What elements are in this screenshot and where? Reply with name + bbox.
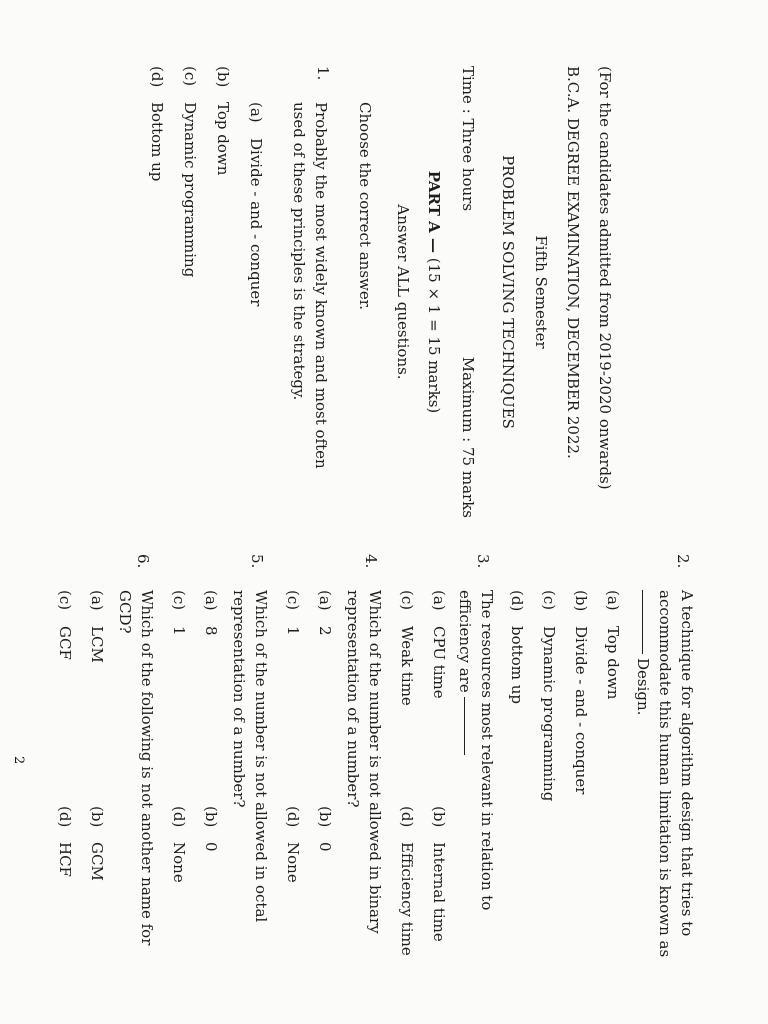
- max-marks: Maximum : 75 marks: [459, 356, 477, 518]
- option-c: [181, 66, 199, 277]
- option-a: [430, 590, 448, 699]
- option-text: Dynamic programming: [540, 626, 558, 802]
- option-text: None: [284, 842, 302, 883]
- question-text: [342, 590, 386, 974]
- option-text: 8: [202, 626, 220, 636]
- option-b: [214, 66, 232, 175]
- option-c: [284, 590, 302, 636]
- option-label: (b): [316, 806, 334, 828]
- option-d: [170, 806, 188, 883]
- option-text: CPU time: [430, 626, 448, 699]
- option-b: [572, 590, 590, 794]
- option-c: [398, 590, 416, 706]
- question-text-line: A technique for algorithm design that tries to: [678, 590, 696, 937]
- question-text: [288, 102, 332, 469]
- option-text: Bottom up: [148, 102, 166, 182]
- question-text-line: Probably the most widely known and most often: [312, 102, 330, 469]
- option-text: 1: [284, 626, 302, 636]
- subject-title: PROBLEM SOLVING TECHNIQUES: [499, 155, 517, 429]
- answer-all: Answer ALL questions.: [394, 204, 412, 380]
- option-label: (d): [56, 806, 74, 828]
- option-d: [508, 590, 526, 704]
- exam-title: B.C.A. DEGREE EXAMINATION, DECEMBER 2022.: [564, 66, 582, 459]
- option-d: [284, 806, 302, 883]
- option-label: (a): [430, 590, 448, 611]
- question-number: 5.: [248, 554, 266, 569]
- option-b: [88, 806, 106, 881]
- option-text: HCF: [56, 842, 74, 877]
- question-number: 4.: [362, 554, 380, 569]
- option-label: (a): [202, 590, 220, 611]
- option-text: 2: [316, 626, 334, 636]
- question-text-line: representation of a number?: [230, 590, 248, 808]
- option-label: (c): [540, 590, 558, 611]
- option-b: [316, 806, 334, 852]
- option-label: (a): [88, 590, 106, 611]
- option-text: LCM: [88, 626, 106, 663]
- option-c: [56, 590, 74, 660]
- option-c: [540, 590, 558, 801]
- option-label: (d): [284, 806, 302, 828]
- option-c: [170, 590, 188, 636]
- option-label: (d): [398, 806, 416, 828]
- option-text: bottom up: [508, 626, 526, 704]
- question-text-line-with-blank: [632, 590, 654, 974]
- question-text-line: Which of the number is not allowed in binary: [366, 590, 384, 934]
- question-text-line: efficiency are: [456, 590, 474, 693]
- part-marks: (15 × 1 = 15 marks): [425, 257, 443, 414]
- option-text: 0: [316, 842, 334, 852]
- option-label: (a): [604, 590, 622, 611]
- question-number: 3.: [474, 554, 492, 569]
- option-text: GCM: [88, 842, 106, 881]
- question-text-line: Design.: [634, 658, 652, 716]
- option-a: [247, 102, 265, 306]
- option-label: (a): [247, 102, 265, 123]
- option-d: [56, 806, 74, 877]
- option-text: 0: [202, 842, 220, 852]
- option-a: [202, 590, 220, 636]
- question-number: 6.: [134, 554, 152, 569]
- time-allowed: Time : Three hours: [459, 66, 477, 212]
- question-text-line: used of these principles is the strategy.: [290, 102, 308, 401]
- option-label: (d): [170, 806, 188, 828]
- option-label: (b): [572, 590, 590, 612]
- question-text-line-with-blank: [454, 590, 476, 974]
- question-text: [454, 590, 498, 974]
- candidates-note: (For the candidates admitted from 2019-2020 onwards): [596, 66, 614, 490]
- question-text-line: accommodate this human limitation is known as: [656, 590, 674, 958]
- option-text: Top down: [604, 626, 622, 700]
- option-a: [604, 590, 622, 699]
- semester: Fifth Semester: [532, 235, 550, 349]
- question-text-line: The resources most relevant in relation to: [478, 590, 496, 911]
- option-text: Divide - and - conquer: [247, 138, 265, 307]
- option-text: Weak time: [398, 626, 416, 706]
- question-text: [114, 590, 158, 974]
- option-label: (c): [56, 590, 74, 611]
- option-label: (d): [148, 66, 166, 88]
- question-number: 1.: [314, 66, 332, 81]
- answer-blank: [464, 697, 465, 755]
- option-text: Internal time: [430, 842, 448, 942]
- option-text: GCF: [56, 626, 74, 660]
- option-label: (b): [88, 806, 106, 828]
- option-label: (b): [214, 66, 232, 88]
- choose-instruction: Choose the correct answer.: [356, 102, 374, 311]
- option-label: (d): [508, 590, 526, 612]
- question-text: [228, 590, 272, 974]
- option-label: (c): [398, 590, 416, 611]
- option-label: (b): [430, 806, 448, 828]
- question-text-line: GCD?: [116, 590, 134, 634]
- question-number: 2.: [674, 554, 692, 569]
- option-label: (c): [170, 590, 188, 611]
- question-text: [632, 590, 698, 974]
- option-label: (a): [316, 590, 334, 611]
- option-d: [148, 66, 166, 181]
- option-a: [88, 590, 106, 663]
- question-text-line: Which of the number is not allowed in octal: [252, 590, 270, 923]
- option-label: (c): [284, 590, 302, 611]
- option-a: [316, 590, 334, 636]
- option-text: 1: [170, 626, 188, 636]
- question-text-line: representation of a number?: [344, 590, 362, 808]
- question-text-line: Which of the following is not another name for: [138, 590, 156, 946]
- option-b: [202, 806, 220, 852]
- answer-blank: [642, 590, 643, 654]
- page-number: 2: [11, 756, 26, 765]
- option-label: (c): [181, 66, 199, 87]
- option-b: [430, 806, 448, 942]
- option-text: Top down: [214, 102, 232, 176]
- option-text: Dynamic programming: [181, 102, 199, 278]
- option-label: (b): [202, 806, 220, 828]
- part-heading: [425, 66, 443, 518]
- option-text: None: [170, 842, 188, 883]
- option-d: [398, 806, 416, 956]
- option-text: Efficiency time: [398, 842, 416, 956]
- part-title: PART A —: [425, 170, 443, 253]
- option-text: Divide - and - conquer: [572, 626, 590, 795]
